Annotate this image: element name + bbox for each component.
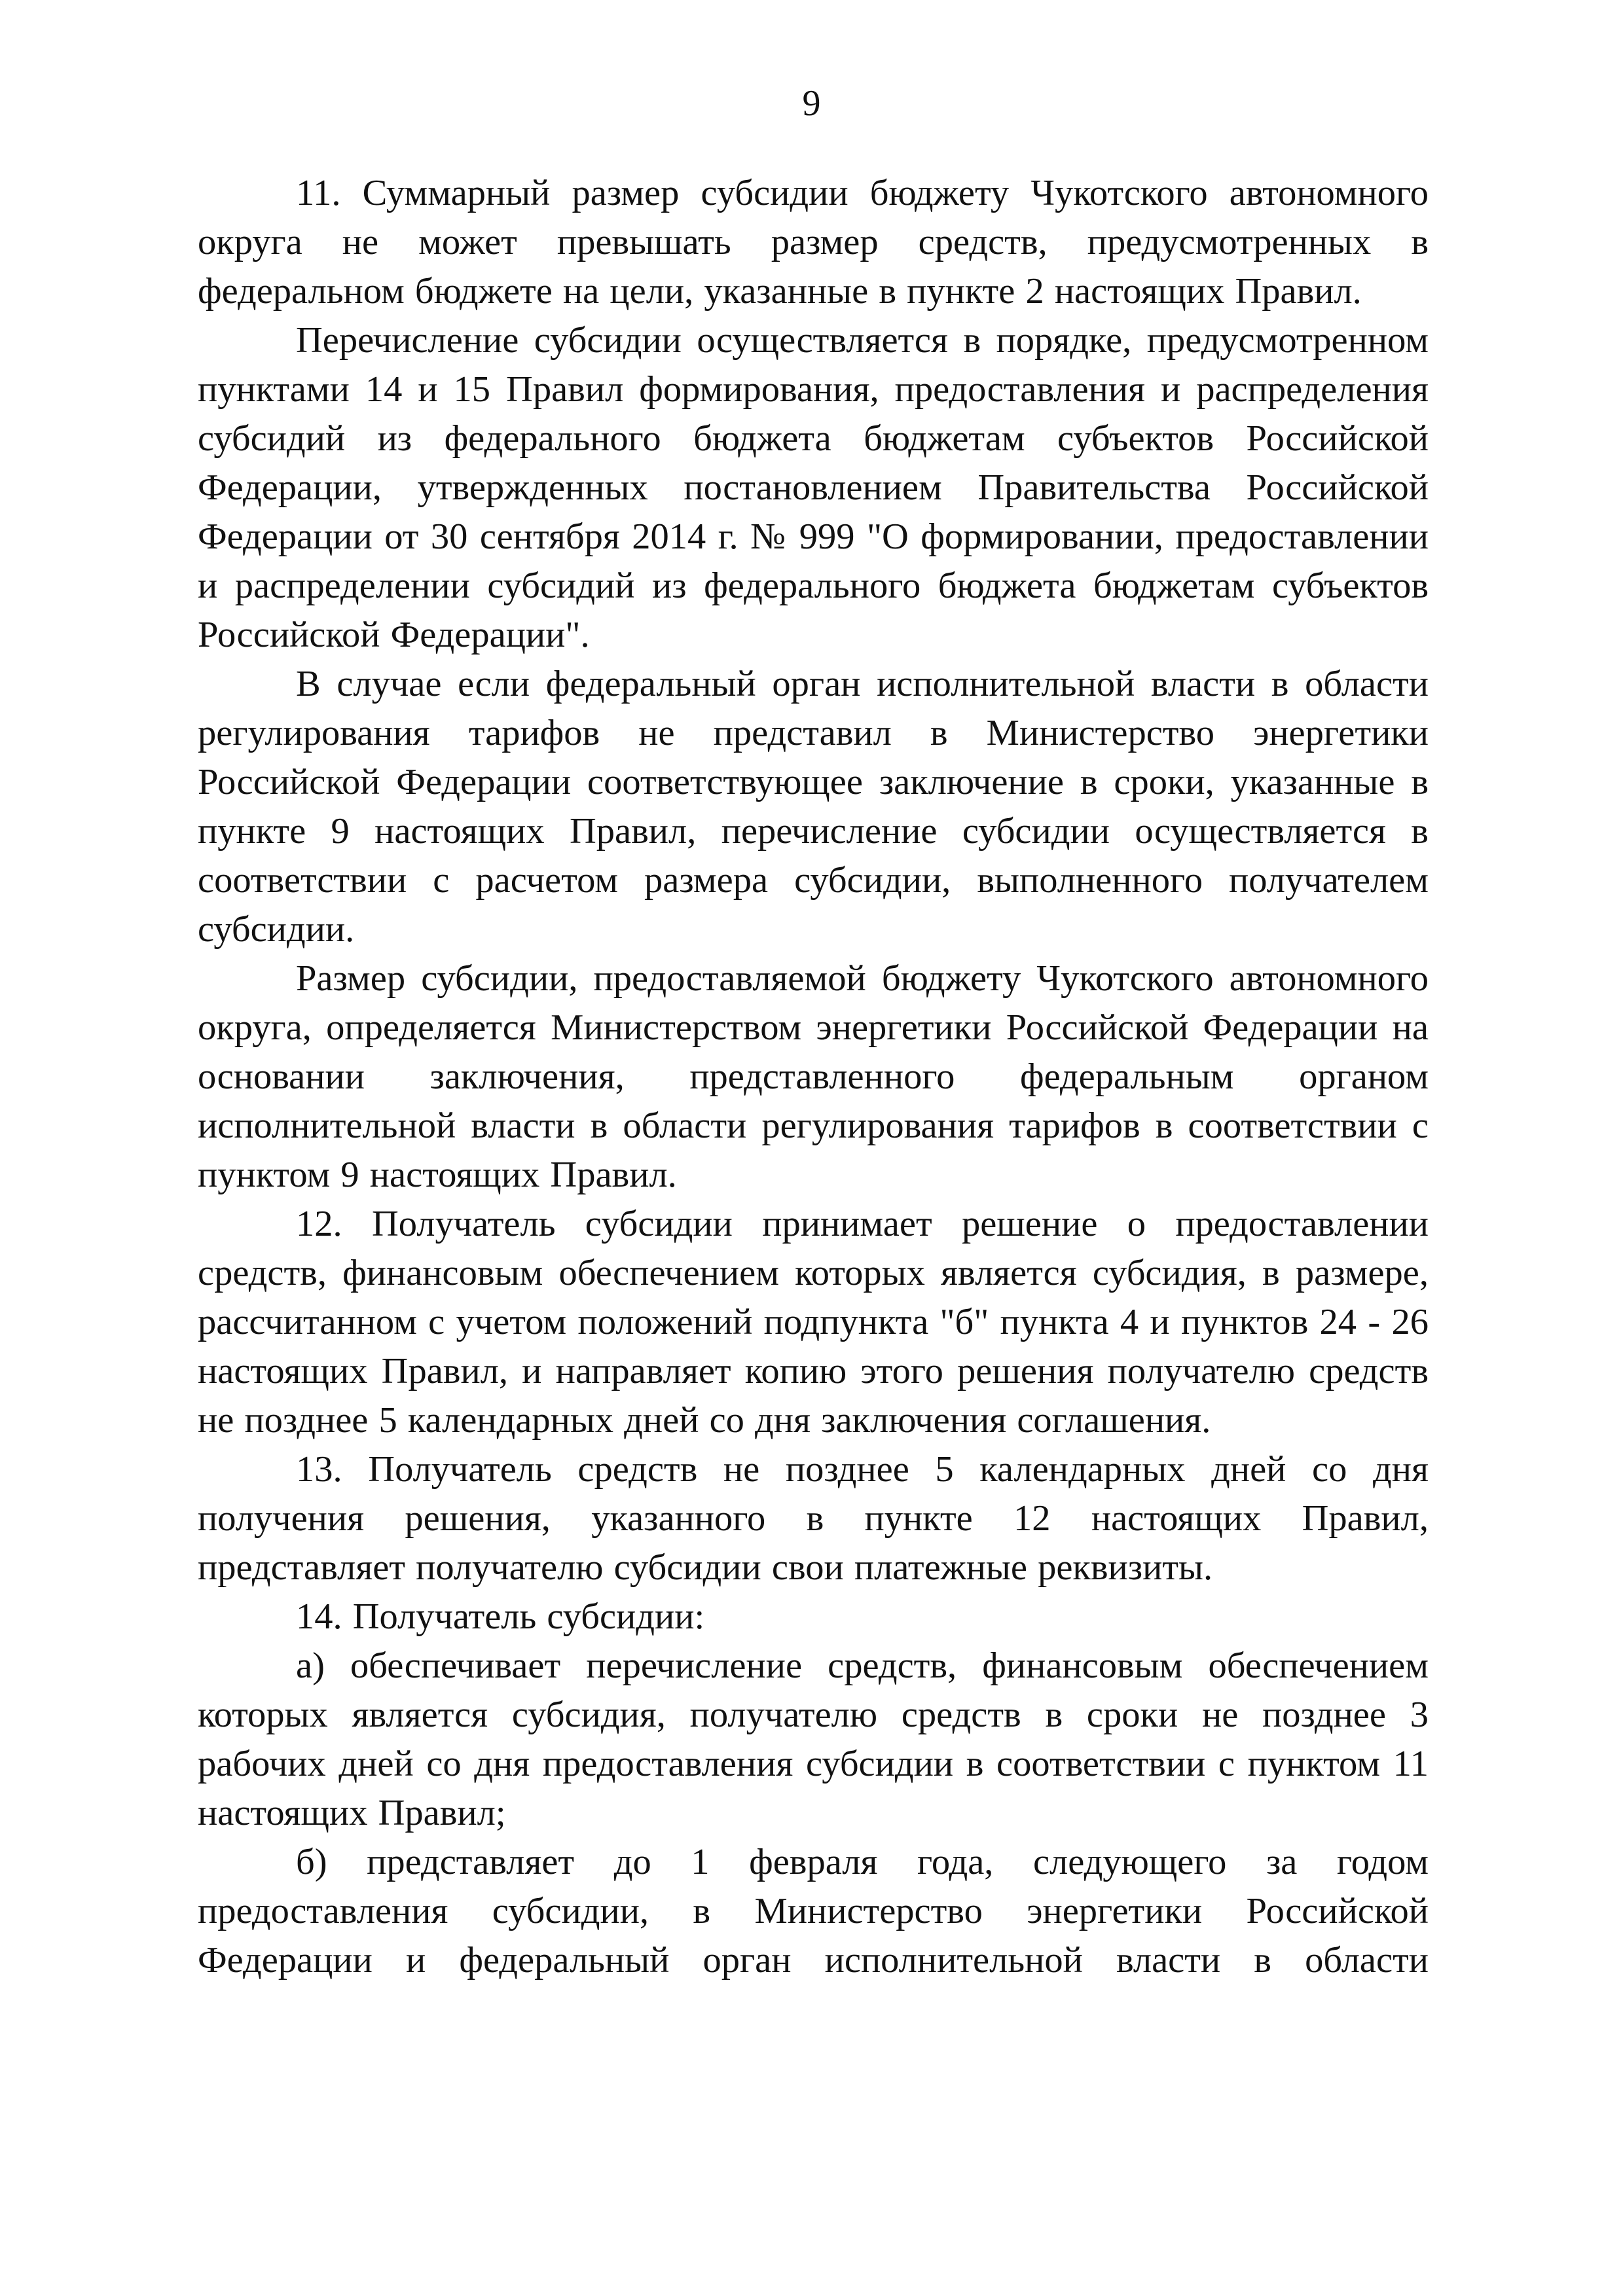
paragraph-no-conclusion-case: В случае если федеральный орган исполнительной власти в области регулирования тарифов не представил в Министерство энергетики Российской Федерации соответствующее заключение в сроки, указанные в пункте 9 настоящих Правил, перечисление субсидии осуществляется в соответствии с расчетом размера субсидии, выполненного получателем субсидии. xyxy=(198,664,1429,950)
paragraph-11: 11. Суммарный размер субсидии бюджету Чукотского автономного округа не может превышать размер средств, предусмотренных в федеральном бюджете на цели, указанные в пункте 2 настоящих Правил. xyxy=(198,173,1429,312)
paragraph-14-a: а) обеспечивает перечисление средств, финансовым обеспечением которых является субсидия, получателю средств в сроки не позднее 3 рабочих дней со дня предоставления субсидии в соответствии с пунктом 11 настоящих Правил; xyxy=(198,1645,1429,1833)
paragraph-14-b: б) представляет до 1 февраля года, следующего за годом предоставления субсидии, в Министерство энергетики Российской Федерации и федеральный орган исполнительной власти в области xyxy=(198,1842,1429,1981)
paragraph-transfer-procedure: Перечисление субсидии осуществляется в порядке, предусмотренном пунктами 14 и 15 Правил формирования, предоставления и распределения субсидий из федерального бюджета бюджетам субъектов Российской Федерации, утвержденных постановлением Правительства Российской Федерации от 30 сентября 2014 г. № 999 "О формировании, предоставлении и распределении субсидий из федерального бюджета бюджетам субъектов Российской Федерации". xyxy=(198,320,1429,655)
document-body xyxy=(198,169,1429,1985)
paragraph-13: 13. Получатель средств не позднее 5 календарных дней со дня получения решения, указанного в пункте 12 настоящих Правил, представляет получателю субсидии свои платежные реквизиты. xyxy=(198,1449,1429,1588)
page-number: 9 xyxy=(802,83,821,124)
paragraph-14: 14. Получатель субсидии: xyxy=(296,1596,705,1637)
paragraph-12: 12. Получатель субсидии принимает решение о предоставлении средств, финансовым обеспечением которых является субсидия, в размере, рассчитанном с учетом положений подпункта "б" пункта 4 и пунктов 24 - 26 настоящих Правил, и направляет копию этого решения получателю средств не позднее 5 календарных дней со дня заключения соглашения. xyxy=(198,1204,1429,1441)
paragraph-subsidy-size: Размер субсидии, предоставляемой бюджету Чукотского автономного округа, определяется Министерством энергетики Российской Федерации на основании заключения, представленного федеральным органом исполнительной власти в области регулирования тарифов в соответствии с пунктом 9 настоящих Правил. xyxy=(198,958,1429,1195)
